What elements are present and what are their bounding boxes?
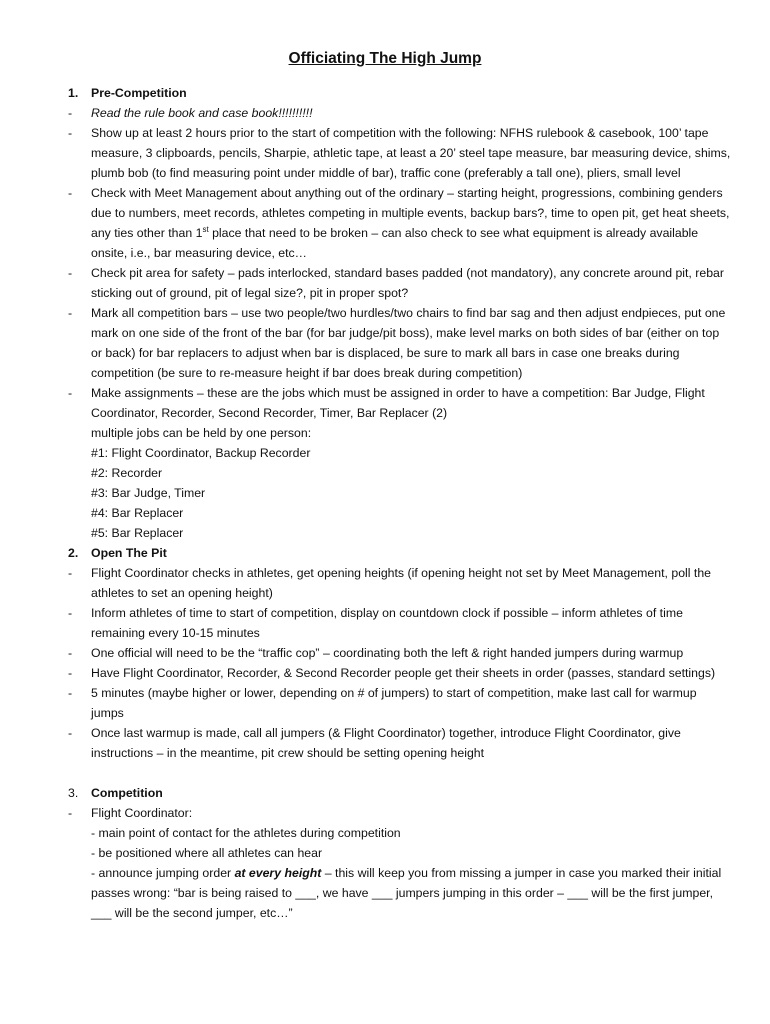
document-body <box>0 83 770 923</box>
bullet-marker: - <box>68 646 73 660</box>
list-item-text: Have Flight Coordinator, Recorder, & Second Recorder people get their sheets in order (passes, standard settings) <box>91 666 716 680</box>
list-item <box>0 663 770 683</box>
bullet-marker: - <box>68 666 73 680</box>
list-item-line: Make assignments – these are the jobs which must be assigned in order to have a competition: Bar Judge, Flight Coordinator, Recorder, Second Recorder, Timer, Bar Replacer (2) <box>91 386 705 420</box>
list-item <box>0 563 770 603</box>
section-title: Competition <box>91 786 163 800</box>
list-item <box>0 683 770 723</box>
list-item-text: Read the rule book and case book!!!!!!!!!! <box>91 106 313 120</box>
bullet-marker: - <box>68 686 73 700</box>
emphasis-text: at every height <box>234 866 322 880</box>
sub-line <box>91 863 731 923</box>
list-item <box>0 383 770 543</box>
sub-line: - main point of contact for the athletes during competition <box>91 826 401 840</box>
section-number: 2. <box>68 546 79 560</box>
list-item <box>0 103 770 123</box>
list-item-text: Flight Coordinator checks in athletes, get opening heights (if opening height not set by Meet Management, poll the athletes to set an opening height) <box>91 566 712 600</box>
list-item-text: Inform athletes of time to start of competition, display on countdown clock if possible – inform athletes of time remaining every 10-15 minutes <box>91 606 683 640</box>
list-item-text: Check pit area for safety – pads interlocked, standard bases padded (not mandatory), any concrete around pit, rebar sticking out of ground, pit of legal size?, pit in proper spot? <box>91 266 724 300</box>
bullet-marker: - <box>68 726 73 740</box>
assignment-line: #1: Flight Coordinator, Backup Recorder <box>91 446 311 460</box>
assignment-line: multiple jobs can be held by one person: <box>91 426 312 440</box>
text-run: – this will keep you from missing a jumper in case you marked their initial passes wrong: “bar is being raised to ___, we have ___ jumpers jumping in this order – ___ will be the first jumper, ___ will be the second jumper, etc…” <box>91 866 722 920</box>
list-item <box>0 183 770 263</box>
list-item-text <box>91 383 731 543</box>
text-run: Check with Meet Management about anything out of the ordinary – starting height, progressions, combining genders due to numbers, meet records, athletes competing in multiple events, backup bars?, time to open pit, get heat sheets, any ties other than 1 <box>91 186 730 240</box>
list-item <box>0 643 770 663</box>
assignment-line: #2: Recorder <box>91 466 163 480</box>
sub-line: - be positioned where all athletes can hear <box>91 846 323 860</box>
bullet-marker: - <box>68 806 73 820</box>
text-run: place that need to be broken – can also check to see what equipment is already available onsite, i.e., bar measuring device, etc… <box>91 226 699 260</box>
spacer <box>0 763 770 783</box>
list-item-text <box>91 183 731 263</box>
list-item <box>0 723 770 763</box>
section-title: Pre-Competition <box>91 86 187 100</box>
section-heading <box>0 783 770 803</box>
list-item-text: Show up at least 2 hours prior to the start of competition with the following: NFHS rulebook & casebook, 100’ tape measure, 3 clipboards, pencils, Sharpie, athletic tape, at least a 20’ steel tape measure, bar measuring device, shims, plumb bob (to find measuring point under middle of bar), traffic cone (preferably a tall one), pliers, small level <box>91 126 731 180</box>
assignment-line: #4: Bar Replacer <box>91 506 184 520</box>
section-heading <box>0 543 770 563</box>
superscript: st <box>202 224 209 234</box>
bullet-marker: - <box>68 386 73 400</box>
list-item <box>0 263 770 303</box>
bullet-marker: - <box>68 306 73 320</box>
bullet-marker: - <box>68 186 73 200</box>
section-number: 3. <box>68 786 79 800</box>
list-item <box>0 123 770 183</box>
list-item-text: 5 minutes (maybe higher or lower, depending on # of jumpers) to start of competition, make last call for warmup jumps <box>91 686 697 720</box>
bullet-marker: - <box>68 266 73 280</box>
section-heading <box>0 83 770 103</box>
bullet-marker: - <box>68 566 73 580</box>
list-item <box>0 803 770 923</box>
assignment-line: #3: Bar Judge, Timer <box>91 486 206 500</box>
list-item-text: Once last warmup is made, call all jumpers (& Flight Coordinator) together, introduce Flight Coordinator, give instructions – in the meantime, pit crew should be setting opening height <box>91 726 681 760</box>
section-number: 1. <box>68 86 79 100</box>
list-item <box>0 603 770 643</box>
list-item <box>0 303 770 383</box>
bullet-marker: - <box>68 126 73 140</box>
bullet-marker: - <box>68 106 73 120</box>
list-item-text <box>91 803 731 923</box>
list-item-text: Mark all competition bars – use two people/two hurdles/two chairs to find bar sag and then adjust endpieces, put one mark on one side of the front of the bar (for bar judge/pit boss), make level marks on both sides of bar (either on top or back) for bar replacers to adjust when bar is displaced, be sure to mark all bars in case one breaks during competition (be sure to re-measure height if bar does break during competition) <box>91 306 726 380</box>
list-item-text: One official will need to be the “traffic cop” – coordinating both the left & right handed jumpers during warmup <box>91 646 684 660</box>
bullet-marker: - <box>68 606 73 620</box>
text-run: - announce jumping order <box>91 866 235 880</box>
list-item-line: Flight Coordinator: <box>91 806 193 820</box>
assignment-line: #5: Bar Replacer <box>91 526 184 540</box>
section-title: Open The Pit <box>91 546 167 560</box>
document-title: Officiating The High Jump <box>288 50 482 67</box>
